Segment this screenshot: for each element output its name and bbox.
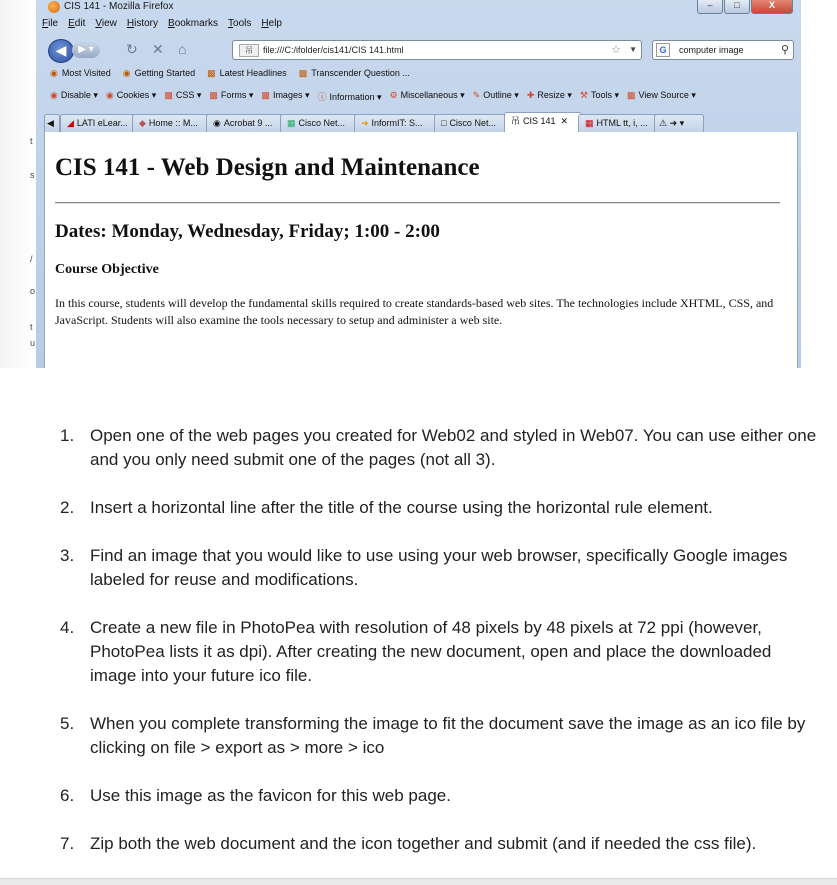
search-box[interactable] <box>652 40 794 60</box>
instruction-number: 4. <box>60 618 75 637</box>
devtool-tools[interactable]: ⚒ Tools ▾ <box>579 90 620 100</box>
instruction-item <box>40 616 820 688</box>
search-engine-icon[interactable]: G <box>656 43 670 57</box>
devtool-cookies[interactable]: ◉ Cookies ▾ <box>105 90 157 100</box>
left-margin-strip <box>0 0 36 368</box>
bookmark-item[interactable]: ▩ Latest Headlines <box>207 68 287 78</box>
menu-bookmarks[interactable]: Bookmarks <box>168 18 219 29</box>
web-developer-toolbar <box>50 90 696 106</box>
horizontal-rule <box>55 202 780 204</box>
menu-history[interactable]: History <box>126 18 159 29</box>
instruction-number: 5. <box>60 714 75 733</box>
address-bar[interactable] <box>232 40 642 60</box>
close-button[interactable]: X <box>751 0 793 14</box>
navigation-toolbar <box>42 37 792 63</box>
instruction-number: 3. <box>60 546 75 565</box>
devtool-outline[interactable]: ✎ Outline ▾ <box>472 90 519 100</box>
url-text: file:///C:/ifolder/cis141/CIS 141.html <box>263 45 404 55</box>
menu-tools[interactable]: Tools <box>228 18 252 29</box>
instruction-item <box>40 712 820 760</box>
tab-item[interactable]: ◆ Home :: M... <box>132 114 210 132</box>
course-dates: Dates: Monday, Wednesday, Friday; 1:00 - 2:00 <box>55 221 440 242</box>
bookmark-icon: ◉ <box>50 68 58 78</box>
devtool-forms[interactable]: ▩ Forms ▾ <box>209 90 254 100</box>
page-favicon-icon: 吊 <box>239 44 259 57</box>
menu-file[interactable]: File <box>42 18 59 29</box>
home-icon[interactable]: ⌂ <box>178 41 187 57</box>
tab-item[interactable]: ▦ Cisco Net... <box>280 114 358 132</box>
reload-icon[interactable]: ↻ <box>126 41 138 57</box>
tab-item[interactable]: ◉ Acrobat 9 ... <box>206 114 284 132</box>
margin-char: t <box>30 136 33 146</box>
bookmark-item[interactable]: ◉ Getting Started <box>122 68 196 78</box>
window-title: CIS 141 - Mozilla Firefox <box>64 1 174 12</box>
search-input[interactable]: computer image <box>679 45 744 55</box>
bookmarks-toolbar <box>50 68 410 84</box>
firefox-icon <box>48 1 60 13</box>
instruction-number: 7. <box>60 834 75 853</box>
tab-active[interactable]: 吊 CIS 141 ✕ <box>504 112 582 133</box>
bookmark-item[interactable]: ▩ Transcender Question ... <box>298 68 410 78</box>
minimize-button[interactable]: – <box>697 0 723 14</box>
maximize-button[interactable]: □ <box>724 0 750 14</box>
bookmark-item[interactable]: ◉ Most Visited <box>50 68 111 78</box>
rss-icon: ▩ <box>207 68 216 78</box>
instruction-text: Use this image as the favicon for this web page. <box>90 786 451 805</box>
tab-bar <box>44 112 794 132</box>
rss-icon: ▩ <box>298 68 308 78</box>
tab-item[interactable]: ◢ LATI eLear... <box>60 114 136 132</box>
page-title: CIS 141 - Web Design and Maintenance <box>55 154 480 181</box>
objective-text: In this course, students will develop the fundamental skills required to create standards-based web sites. The technologies include XHTML, CSS, and JavaScript. Students will also examine the tools necessary to setup and administer a web site. <box>55 296 774 327</box>
instruction-text: Create a new file in PhotoPea with resolution of 48 pixels by 48 pixels at 72 ppi (however, PhotoPea lists it as dpi). After creating the new document, open and place the downloaded image into your future ico file. <box>90 618 772 685</box>
window-controls <box>697 0 793 14</box>
devtool-css[interactable]: ▩ CSS ▾ <box>164 90 202 100</box>
instruction-text: Zip both the web document and the icon together and submit (and if needed the css file). <box>90 834 757 853</box>
instructions-list <box>40 424 820 880</box>
menu-view[interactable]: View <box>95 18 117 29</box>
instruction-item <box>40 424 820 472</box>
devtool-view-source[interactable]: ▩ View Source ▾ <box>627 90 696 100</box>
devtool-disable[interactable]: ◉ Disable ▾ <box>50 90 98 100</box>
menu-edit[interactable]: Edit <box>68 18 86 29</box>
browser-screenshot <box>36 0 801 368</box>
tab-scroll-left[interactable]: ◀ <box>44 114 60 132</box>
instruction-text: Open one of the web pages you created for Web02 and styled in Web07. You can use either one and you only need submit one of the pages (not all 3). <box>90 426 817 469</box>
menu-help[interactable]: Help <box>261 18 282 29</box>
instruction-item <box>40 496 820 520</box>
instruction-number: 6. <box>60 786 75 805</box>
instruction-text: Find an image that you would like to use using your web browser, specifically Google images labeled for reuse and modifications. <box>90 546 788 589</box>
tab-list-button[interactable]: ⚠ ➜ ▾ <box>654 114 704 132</box>
url-dropdown-icon[interactable]: ▼ <box>629 45 637 54</box>
instruction-item <box>40 832 820 856</box>
bookmark-icon: ◉ <box>122 68 131 78</box>
instruction-item <box>40 784 820 808</box>
instruction-number: 2. <box>60 498 75 517</box>
margin-char: t <box>30 322 33 332</box>
tab-item[interactable]: ➜ InformIT: S... <box>354 114 438 132</box>
margin-char: s <box>30 170 35 180</box>
stop-icon[interactable]: ✕ <box>152 41 164 57</box>
tab-item[interactable]: ▦ HTML tt, i, ... <box>578 114 658 132</box>
margin-char: u <box>30 338 36 348</box>
title-bar <box>36 0 801 16</box>
devtool-information[interactable]: ⓘ Information ▾ <box>317 92 382 102</box>
margin-char: o <box>30 286 36 296</box>
devtool-miscellaneous[interactable]: ⚙ Miscellaneous ▾ <box>389 90 465 100</box>
tab-item[interactable]: □ Cisco Net... <box>434 114 508 132</box>
objective-heading: Course Objective <box>55 262 159 277</box>
page-viewport <box>44 132 798 368</box>
instruction-item <box>40 544 820 592</box>
devtool-images[interactable]: ▩ Images ▾ <box>261 90 310 100</box>
forward-button[interactable]: ▶ ▾ <box>72 42 100 58</box>
menu-bar <box>42 18 282 34</box>
instruction-number: 1. <box>60 426 75 445</box>
instruction-text: Insert a horizontal line after the title of the course using the horizontal rule element. <box>90 498 713 517</box>
back-button[interactable]: ◀ <box>48 39 74 63</box>
margin-char: / <box>30 254 33 264</box>
devtool-resize[interactable]: ✚ Resize ▾ <box>526 90 572 100</box>
browser-window <box>36 0 801 368</box>
bookmark-star-icon[interactable]: ☆ <box>611 44 621 56</box>
search-icon[interactable]: ⚲ <box>780 44 789 56</box>
instruction-text: When you complete transforming the image to fit the document save the image as an ico file by clicking on file > export as > more > ico <box>90 714 806 757</box>
